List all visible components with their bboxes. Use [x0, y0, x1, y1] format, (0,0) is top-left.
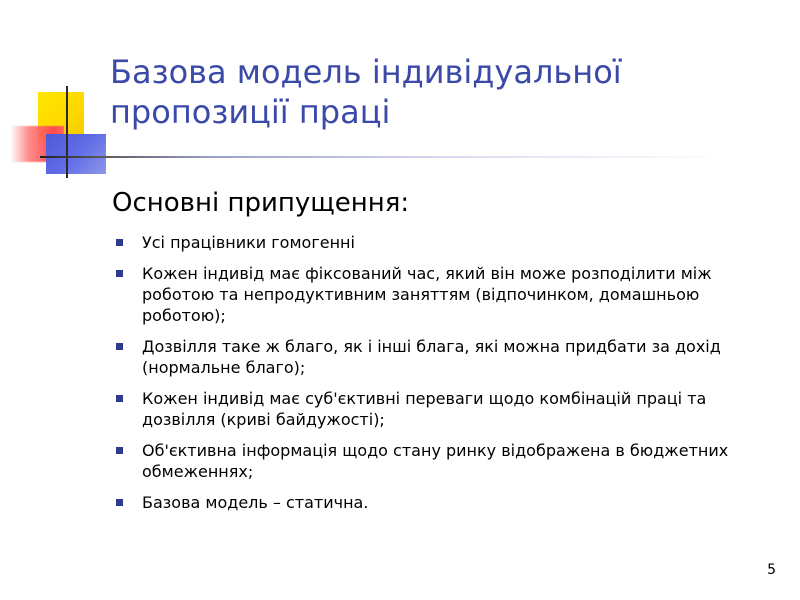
- logo-blue-square: [46, 134, 106, 174]
- bullet-text: Усі працівники гомогенні: [142, 233, 355, 252]
- bullet-item: [112, 336, 782, 378]
- bullet-square-icon: [116, 239, 123, 246]
- bullet-text: Кожен індивід має суб'єктивні переваги щодо комбінацій праці та дозвілля (криві байдужості);: [142, 389, 707, 429]
- bullet-item: [112, 232, 782, 253]
- bullet-item: [112, 263, 782, 326]
- bullet-item: [112, 388, 782, 430]
- bullet-text: Кожен індивід має фіксований час, який він може розподілити між роботою та непродуктивним заняттям (відпочинком, домашньою роботою);: [142, 264, 712, 325]
- title-underline: [40, 156, 730, 158]
- slide-title: Базова модель індивідуальної пропозиції праці: [110, 53, 622, 131]
- bullet-square-icon: [116, 447, 123, 454]
- bullet-list: [112, 232, 782, 523]
- page-number: 5: [767, 562, 776, 578]
- bullet-square-icon: [116, 270, 123, 277]
- bullet-item: [112, 492, 782, 513]
- bullet-text: Об'єктивна інформація щодо стану ринку відображена в бюджетних обмеженнях;: [142, 441, 729, 481]
- slide-subtitle: Основні припущення:: [112, 188, 410, 218]
- bullet-square-icon: [116, 499, 123, 506]
- logo-vertical-line: [66, 86, 68, 178]
- bullet-item: [112, 440, 782, 482]
- bullet-text: Дозвілля таке ж благо, як і інші блага, які можна придбати за дохід (нормальне благо);: [142, 337, 721, 377]
- bullet-square-icon: [116, 343, 123, 350]
- bullet-text: Базова модель – статична.: [142, 493, 369, 512]
- bullet-square-icon: [116, 395, 123, 402]
